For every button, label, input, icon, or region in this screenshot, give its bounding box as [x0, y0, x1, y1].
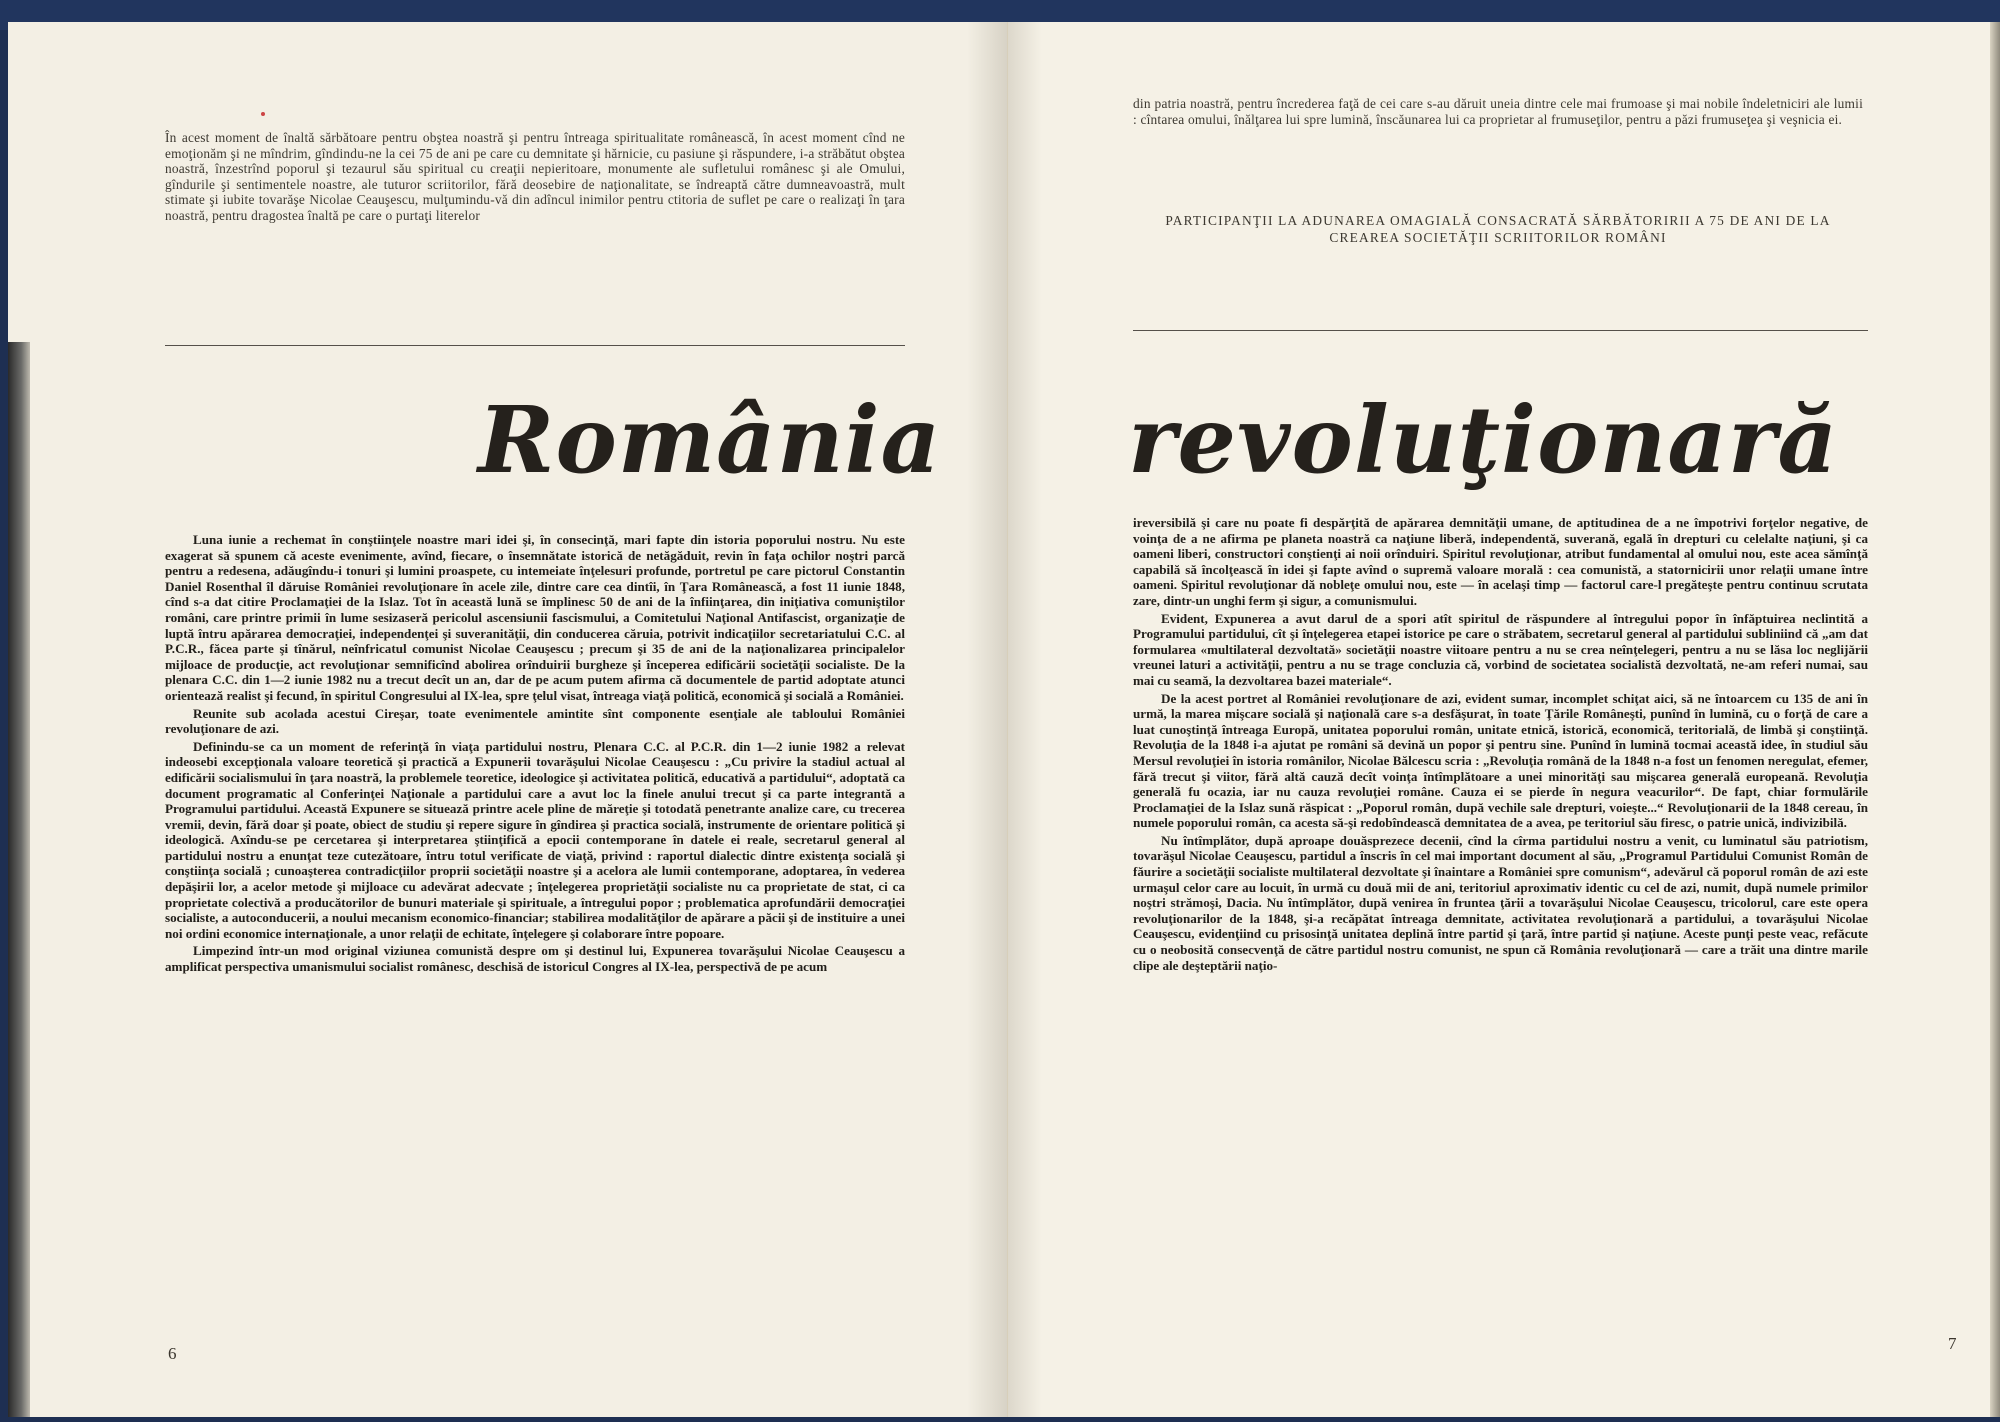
- right-page: [1008, 22, 1990, 1417]
- headline-romania: România: [478, 386, 942, 494]
- page-stack-edge: [1990, 22, 2000, 1417]
- page-number-left: 6: [168, 1344, 177, 1363]
- right-paragraph-1: ireversibilă şi care nu poate fi despărţită de apărarea demnităţii umane, de aptitudinea de a ne împotrivi forţelor negative, de voinţa de a ne afirma pe planeta noastră ca naţiune liberă, independentă, suverană, egală în drepturi cu celelalte naţiuni, şi ca oameni liberi, constructori conştienţi ai noii orînduiri. Spiritul revoluţionar, atribut fundamental al omului nou, este acea sămînţă capabilă să încolţească în idei şi fapte avînd o supremă valoare morală : cea comunistă, a statornicirii unor relaţii umane între oameni. Spiritul revoluţionar dă nobleţe omului nou, este — în acelaşi timp — factorul care-l pregăteşte pentru continuu scrutata zare, dintr-un unghi ferm şi sigur, a comunismului.: [1133, 515, 1868, 608]
- photo-edge-strip: [8, 342, 30, 1417]
- left-page: [8, 22, 1008, 1417]
- ink-dot: [261, 112, 265, 116]
- left-paragraph-4: Limpezind într-un mod original viziunea comunistă despre om şi destinul lui, Expunerea tovarăşului Nicolae Ceauşescu a amplificat perspectiva umanismului socialist românesc, deschisă de istoricul Congres al IX-lea, perspectivă de pe acum: [165, 943, 905, 975]
- right-paragraph-4: Nu întîmplător, după aproape douăsprezece decenii, cînd la cîrma partidului nostru a venit, cu luminatul său patriotism, tovarăşul Nicolae Ceauşescu, partidul a înscris în cel mai important document al său, „Programul Partidului Comunist Român de făurire a societăţii socialiste multilateral dezvoltate şi înaintare a României spre comunism“, adevărul că poporul român de azi este urmaşul celor care au locuit, în urmă cu două mii de ani, teritoriul aproximativ identic cu cel de azi, numit, după numele primilor noştri strămoşi, Dacia. Nu întîmplător, după venirea în fruntea ţării a tovarăşului Nicolae Ceauşescu, tricolorul, care este opera revoluţionarilor de la 1848, şi-a recăpătat întreaga demnitate, activitatea revoluţionară a partidului, a tovarăşului Nicolae Ceauşescu, evidenţiind cu prisosinţă unitatea deplină între partid şi ţară, între partid şi naţiune. Aceste punţi peste veac, refăcute cu o neobosită consecvenţă de către partidul nostru comunist, ne spun că România revoluţionară — care a trăit una dintre marile clipe ale deşteptării naţio-: [1133, 832, 1868, 973]
- left-paragraph-2: Reunite sub acolada acestui Cireşar, toate evenimentele amintite sînt componente esenţiale ale tabloului României revoluţionare de azi.: [165, 705, 905, 737]
- right-paragraph-2: Evident, Expunerea a avut darul de a spori atît spiritul de răspundere al întregului popor în înfăptuirea neclintită a Programului partidului, cît şi înţelegerea etapei istorice pe care o străbatem, secretarul general al partidului subliniind că „am dat formularea «multilateral dezvoltată» societăţii noastre viitoare pentru a nu se crea neînţelegeri, pentru a nu se lăsa loc neglijării vreunei laturi a activităţii, pentru a nu se trage concluzia că, vorbind de societatea socialistă dezvoltată, ne-am referi numai, sau mai cu seamă, la dezvoltarea bazei materiale“.: [1133, 610, 1868, 688]
- dedication-heading: PARTICIPANŢII LA ADUNAREA OMAGIALĂ CONSACRATĂ SĂRBĂTORIRII A 75 DE ANI DE LA CREAREA SOCIETĂŢII SCRIITORILOR ROMÂNI: [1165, 213, 1831, 245]
- left-intro-text: În acest moment de înaltă sărbătoare pentru obştea noastră şi pentru întreaga spiritualitate românească, în acest moment cînd ne emoţionăm şi ne mîndrim, gîndindu-ne la cei 75 de ani pe care cu demnitate şi hărnicie, cu pasiune şi răspundere, i-a străbătut obştea noastră, înzestrînd poporul şi tezaurul său spiritual cu creaţii nepieritoare, monumente ale sufletului românesc şi ale Omului, gîndurile şi sentimentele noastre, ale tuturor scriitorilor, fără deosebire de naţionalitate, se îndreaptă către dumneavoastră, mult stimate şi iubite tovarăşe Nicolae Ceauşescu, mulţumindu-vă din adîncul inimilor pentru ctitoria de suflet pe care o realizaţi în ţara noastră, pentru dragostea înaltă pe care o purtaţi literelor: [165, 130, 905, 223]
- left-paragraph-1: Luna iunie a rechemat în conştiinţele noastre mari idei şi, în consecinţă, mari fapte din istoria poporului nostru. Nu este exagerat să spunem că aceste evenimente, avînd, fiecare, o însemnătate istorică de netăgăduit, revin în faţa ochilor noştri parcă pentru a redesena, adăugîndu-i tonuri şi lumini proaspete, cu intemeiate înţelesuri profunde, portretul pe care pictorul Constantin Daniel Rosenthal îl dăruise României revoluţionare în acele zile, dintre care cea dintîi, în Ţara Românească, a fost 11 iunie 1848, cînd s-a dat citire Proclamaţiei de la Islaz. Tot în această lună se împlinesc 50 de ani de la înfiinţarea, din iniţiativa comuniştilor români, care printre primii în lume sesizaseră pericolul ascensiunii fascismului, a Comitetului Naţional Antifascist, organizaţie de luptă întru apărarea democraţiei, independenţei şi suveranităţii, din conducerea căruia, potrivit indicaţiilor secretariatului C.C. al P.C.R., făcea parte şi tînărul, neînfricatul comunist Nicolae Ceauşescu ; precum şi 35 de ani de la naţionalizarea principalelor mijloace de producţie, act revoluţionar semnificînd abolirea orînduirii burgheze şi începerea edificării societăţii socialiste. De la plenara C.C. din 1—2 iunie 1982 nu a trecut decît un an, dar de pe acum putem afirma că documentele de partid adoptate atunci orientează realist şi fecund, în spiritul Congresului al IX-lea, spre ţelul visat, întreaga viaţă politică, economică şi socială a României.: [165, 532, 905, 703]
- left-separator-rule: [165, 345, 905, 346]
- left-article-body: [165, 532, 905, 977]
- right-separator-rule: [1133, 330, 1868, 331]
- right-intro-text: din patria noastră, pentru încrederea faţă de cei care s-au dăruit uneia dintre cele mai frumoase şi mai nobile îndeletniciri ale lumii : cîntarea omului, înălţarea lui spre lumină, înscăunarea lui ca proprietar al frumuseţilor, pentru a păzi frumuseţea şi veşnicia ei.: [1133, 96, 1863, 127]
- left-paragraph-3: Definindu-se ca un moment de referinţă în viaţa partidului nostru, Plenara C.C. al P.C.R. din 1—2 iunie 1982 a relevat indeosebi excepţionala valoare teoretică şi practică a Expunerii tovarăşului Nicolae Ceauşescu : „Cu privire la stadiul actual al edificării socialismului în ţara noastră, la problemele teoretice, ideologice şi activitatea politică, educativă a partidului“, adoptată ca document programatic al Conferinţei Naţionale a partidului care a avut loc la finele anului trecut şi ca parte integrantă a Programului partidului. Această Expunere se situează printre acele pline de măreţie şi totodată penetrante analize care, cu trecerea vremii, devin, fără doar şi poate, obiect de studiu şi repere sigure în gîndirea şi practica socială, instrumente de orientare politică şi ideologică. Axîndu-se pe cercetarea şi interpretarea ştiinţifică a epocii contemporane în datele ei reale, secretarul general al partidului nostru a enunţat teze cutezătoare, întru totul verificate de viaţă, privind : raportul dialectic dintre existenţa socială şi conştiinţa socială ; cunoaşterea contradicţiilor proprii societăţii noastre şi a acelora ale lumii contemporane, adoptarea, în vederea depăşirii lor, a acelor metode şi mijloace cu adevărat adecvate ; înţelegerea proprietăţii socialiste nu ca proprietate de stat, ci ca proprietate colectivă a producătorilor de bunuri materiale şi spirituale, a întregului popor ; problematica aprofundării democraţiei socialiste, a autoconducerii, a noului mecanism economico-financiar; stabilirea modalităţilor de apărare a păcii şi de instituire a unei noi ordini economice internaţionale, a unor relaţii de echitate, înţelegere şi colaborare între popoare.: [165, 738, 905, 941]
- right-paragraph-3: De la acest portret al României revoluţionare de azi, evident sumar, incomplet schiţat aici, să ne întoarcem cu 135 de ani în urmă, la marea mişcare socială şi naţională care s-a desfăşurat, în toate Ţările Româneşti, punînd în lumină, cu o forţă de care a luat cunoştinţă întreaga Europă, unitatea poporului român, unitate etnică, istorică, economică, teritorială, de limbă şi conştiinţă. Revoluţia de la 1848 i-a ajutat pe români să devină un popor şi pentru sine. Punînd în lumină tocmai această idee, în studiul său Mersul revoluţiei în istoria românilor, Nicolae Bălcescu scria : „Revoluţia română de la 1848 n-a fost un fenomen neregulat, efemer, fără trecut şi viitor, fără altă cauză decît voinţa întîmplătoare a unei minorităţi sau mişcarea generală europeană. Revoluţia generală fu ocazia, iar nu cauza revoluţiei române. Cauza ei se pierde în negura veacurilor“. De fapt, chiar formulările Proclamaţiei de la Islaz sună răspicat : „Poporul român, după vechile sale drepturi, voieşte...“ Revoluţionarii de la 1848 cereau, în numele poporului român, ca acesta să-şi redobîndească demnitatea de a avea, pe teritoriul său firesc, o patrie unică, indivizibilă.: [1133, 690, 1868, 831]
- headline-revolutionara: revoluţionară: [1128, 386, 1839, 494]
- page-number-right: 7: [1948, 1334, 1957, 1353]
- right-article-body: [1133, 515, 1868, 975]
